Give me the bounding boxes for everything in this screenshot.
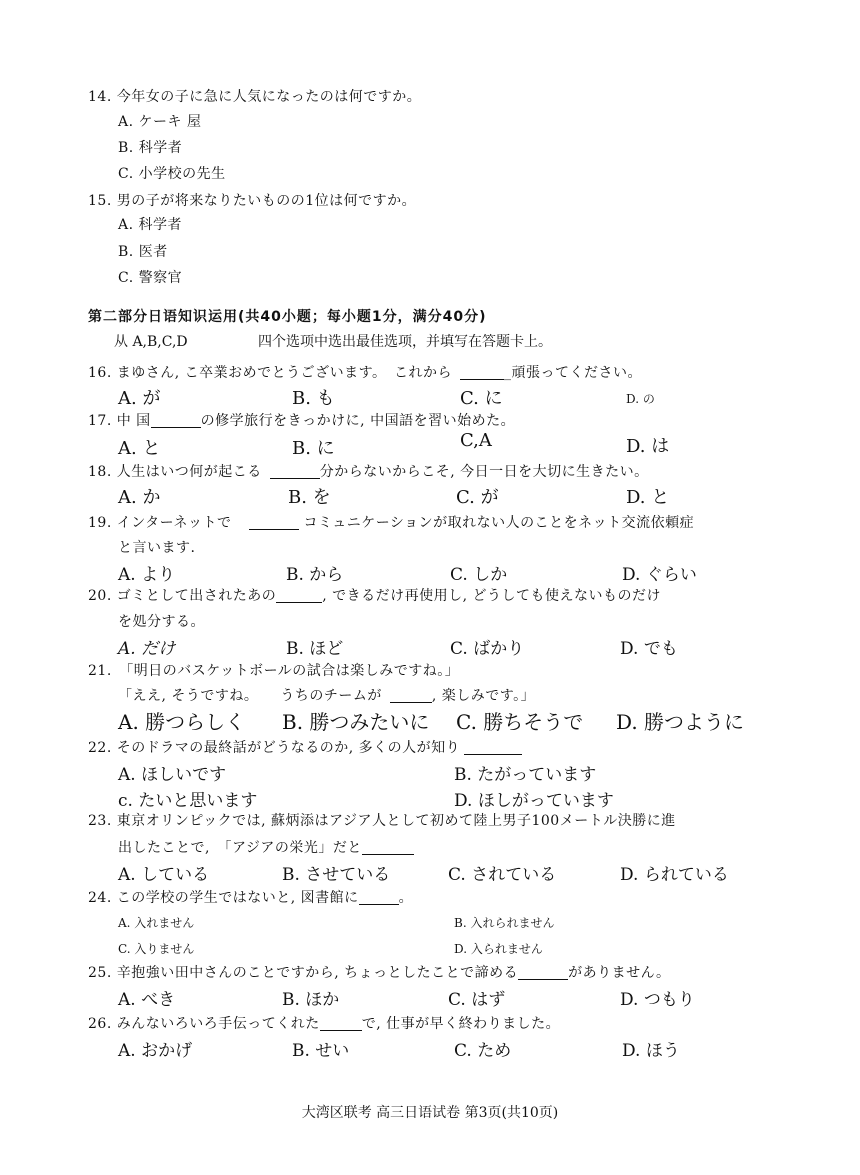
question-14: 14. 今年女の子に急に人気になったのは何ですか。 [88,89,422,105]
q20-option-a: A. だけ [118,639,176,659]
q23-option-b: B. させている [282,865,391,885]
q15-option-c: C. 警察官 [118,270,183,286]
q23-blank [362,840,414,855]
question-19 [88,512,694,532]
q21-option-a: A. 勝つらしく [118,710,246,734]
question-24 [88,887,413,907]
q25-option-c: C. はず [448,990,506,1010]
q19-option-d: D. ぐらい [622,565,697,585]
q24-option-a: A. 入れません [118,916,195,930]
question-18 [88,461,649,481]
q18-option-c: C. が [456,487,499,508]
q20-text-line2: を処分する。 [118,614,205,630]
q19-option-a: A. より [118,565,176,585]
q16-text-post: _頑張ってください。 [504,365,642,381]
q16-text-pre: 16. まゆさん, こ卒業おめでとうございます。 これから [88,365,452,381]
q22-option-a: A. ほしいです [118,765,227,785]
q17-option-b: B. に [292,438,335,459]
q18-option-a: A. か [118,487,161,508]
q19-text-line2: と言います. [118,540,196,556]
q23-option-c: C. されている [448,865,557,885]
q26-blank [320,1016,362,1031]
q16-option-b: B. も [292,388,335,409]
q20-text-post: , できるだけ再使用し, どうしても使えないものだけ [322,588,662,604]
q18-option-d: D. と [626,487,670,508]
q22-option-c: c. たいと思います [118,791,258,811]
q17-text-pre: 17. 中 国 [88,413,151,429]
q26-option-c: C. ため [454,1041,512,1061]
q21-text-post: , 楽しみです。」 [431,688,536,704]
q24-option-b: B. 入れられません [454,916,555,930]
section-instruction-b: 四个选项中选出最佳选项，并填写在答题卡上。 [258,334,552,350]
q22-option-d: D. ほしがっています [454,791,614,811]
q26-option-a: A. おかげ [118,1041,193,1061]
q20-text-pre: 20. ゴミとして出されたあの [88,588,277,604]
q26-text-post: で, 仕事が早く終わりました。 [361,1016,561,1032]
q16-blank [460,365,504,380]
q24-option-d: D. 入られません [454,942,543,956]
q17-option-d: D. は [626,436,670,457]
q25-option-a: A. べき [118,990,176,1010]
q16-option-d: D. の [626,392,655,406]
q20-option-c: C. ばかり [450,639,525,659]
q19-option-c: C. しか [450,565,508,585]
q26-option-b: B. せい [292,1041,350,1061]
q23-text-line2 [118,837,414,857]
q22-option-b: B. たがっています [454,765,597,785]
q23-option-d: D. られている [620,865,729,885]
q24-text-post: 。 [398,890,414,906]
q19-text-pre: 19. インターネットで [88,515,232,531]
page-footer: 大湾区联考 高三日语试卷 第3页(共10页) [301,1105,559,1121]
q21-blank [390,688,432,703]
question-16 [88,362,642,382]
q26-text-pre: 26. みんないろいろ手伝ってくれた [88,1016,320,1032]
question-21: 21. 「明日のバスケットボールの試合は楽しみですね。」 [88,663,460,679]
q23-text-pre: 出したことで, 「アジアの栄光」だと [118,840,362,856]
q14-option-a: A. ケーキ 屋 [118,114,202,130]
question-26 [88,1013,560,1033]
q24-option-c: C. 入りません [118,942,195,956]
q17-text-post: の修学旅行をきっかけに, 中国語を習い始めた。 [200,413,516,429]
q25-blank [518,965,568,980]
q20-option-b: B. ほど [286,639,344,659]
question-22 [88,737,522,757]
q22-text-pre: 22. そのドラマの最終話がどうなるのか, 多くの人が知り [88,740,461,756]
q14-option-c: C. 小学校の先生 [118,166,226,182]
q17-blank [151,413,201,428]
q25-option-d: D. つもり [620,990,695,1010]
q22-blank [464,740,522,755]
q23-option-a: A. している [118,865,210,885]
q21-option-d: D. 勝つように [616,710,745,734]
question-15: 15. 男の子が将来なりたいものの1位は何ですか。 [88,193,417,209]
q19-text-post: コミュニケーションが取れない人のことをネット交流依頼症 [303,515,695,531]
q17-option-a: A. と [118,438,161,459]
q14-option-b: B. 科学者 [118,140,183,156]
q25-option-b: B. ほか [282,990,340,1010]
question-25 [88,962,670,982]
q21-option-c: C. 勝ちそうで [456,710,584,734]
q25-text-pre: 25. 辛抱強い田中さんのことですから, ちょっとしたことで諦める [88,965,519,981]
q26-option-d: D. ほう [622,1041,680,1061]
q18-option-b: B. を [288,487,331,508]
q18-text-post: 分からないからこそ, 今日一日を大切に生きたい。 [319,464,649,480]
q19-option-b: B. から [286,565,344,585]
question-17 [88,410,515,430]
q20-blank [276,588,322,603]
q19-blank [249,515,299,530]
q16-option-a: A. が [118,388,161,409]
section-heading: 第二部分日语知识运用(共40小题；每小题1分，满分40分) [88,309,487,325]
q16-option-c: C. に [460,388,503,409]
q15-option-b: B. 医者 [118,244,168,260]
q21-option-b: B. 勝つみたいに [282,710,430,734]
q18-text-pre: 18. 人生はいつ何が起こる [88,464,262,480]
q17-option-c: C,A [460,430,492,451]
q15-option-a: A. 科学者 [118,217,183,233]
q21-text-pre: 「ええ, そうですね。 うちのチームが [118,688,382,704]
q18-blank [270,464,320,479]
q20-option-d: D. でも [620,639,678,659]
q24-blank [359,890,399,905]
q25-text-post: がありません。 [568,965,671,981]
q24-text-pre: 24. この学校の学生ではないと, 図書館に [88,890,359,906]
section-instruction-a: 从 A,B,C,D [114,334,188,350]
q21-text-line2 [118,685,535,705]
question-20 [88,585,661,605]
question-23: 23. 東京オリンピックでは, 蘇炳添はアジア人として初めて陸上男子100メートル決勝に進 [88,813,676,829]
